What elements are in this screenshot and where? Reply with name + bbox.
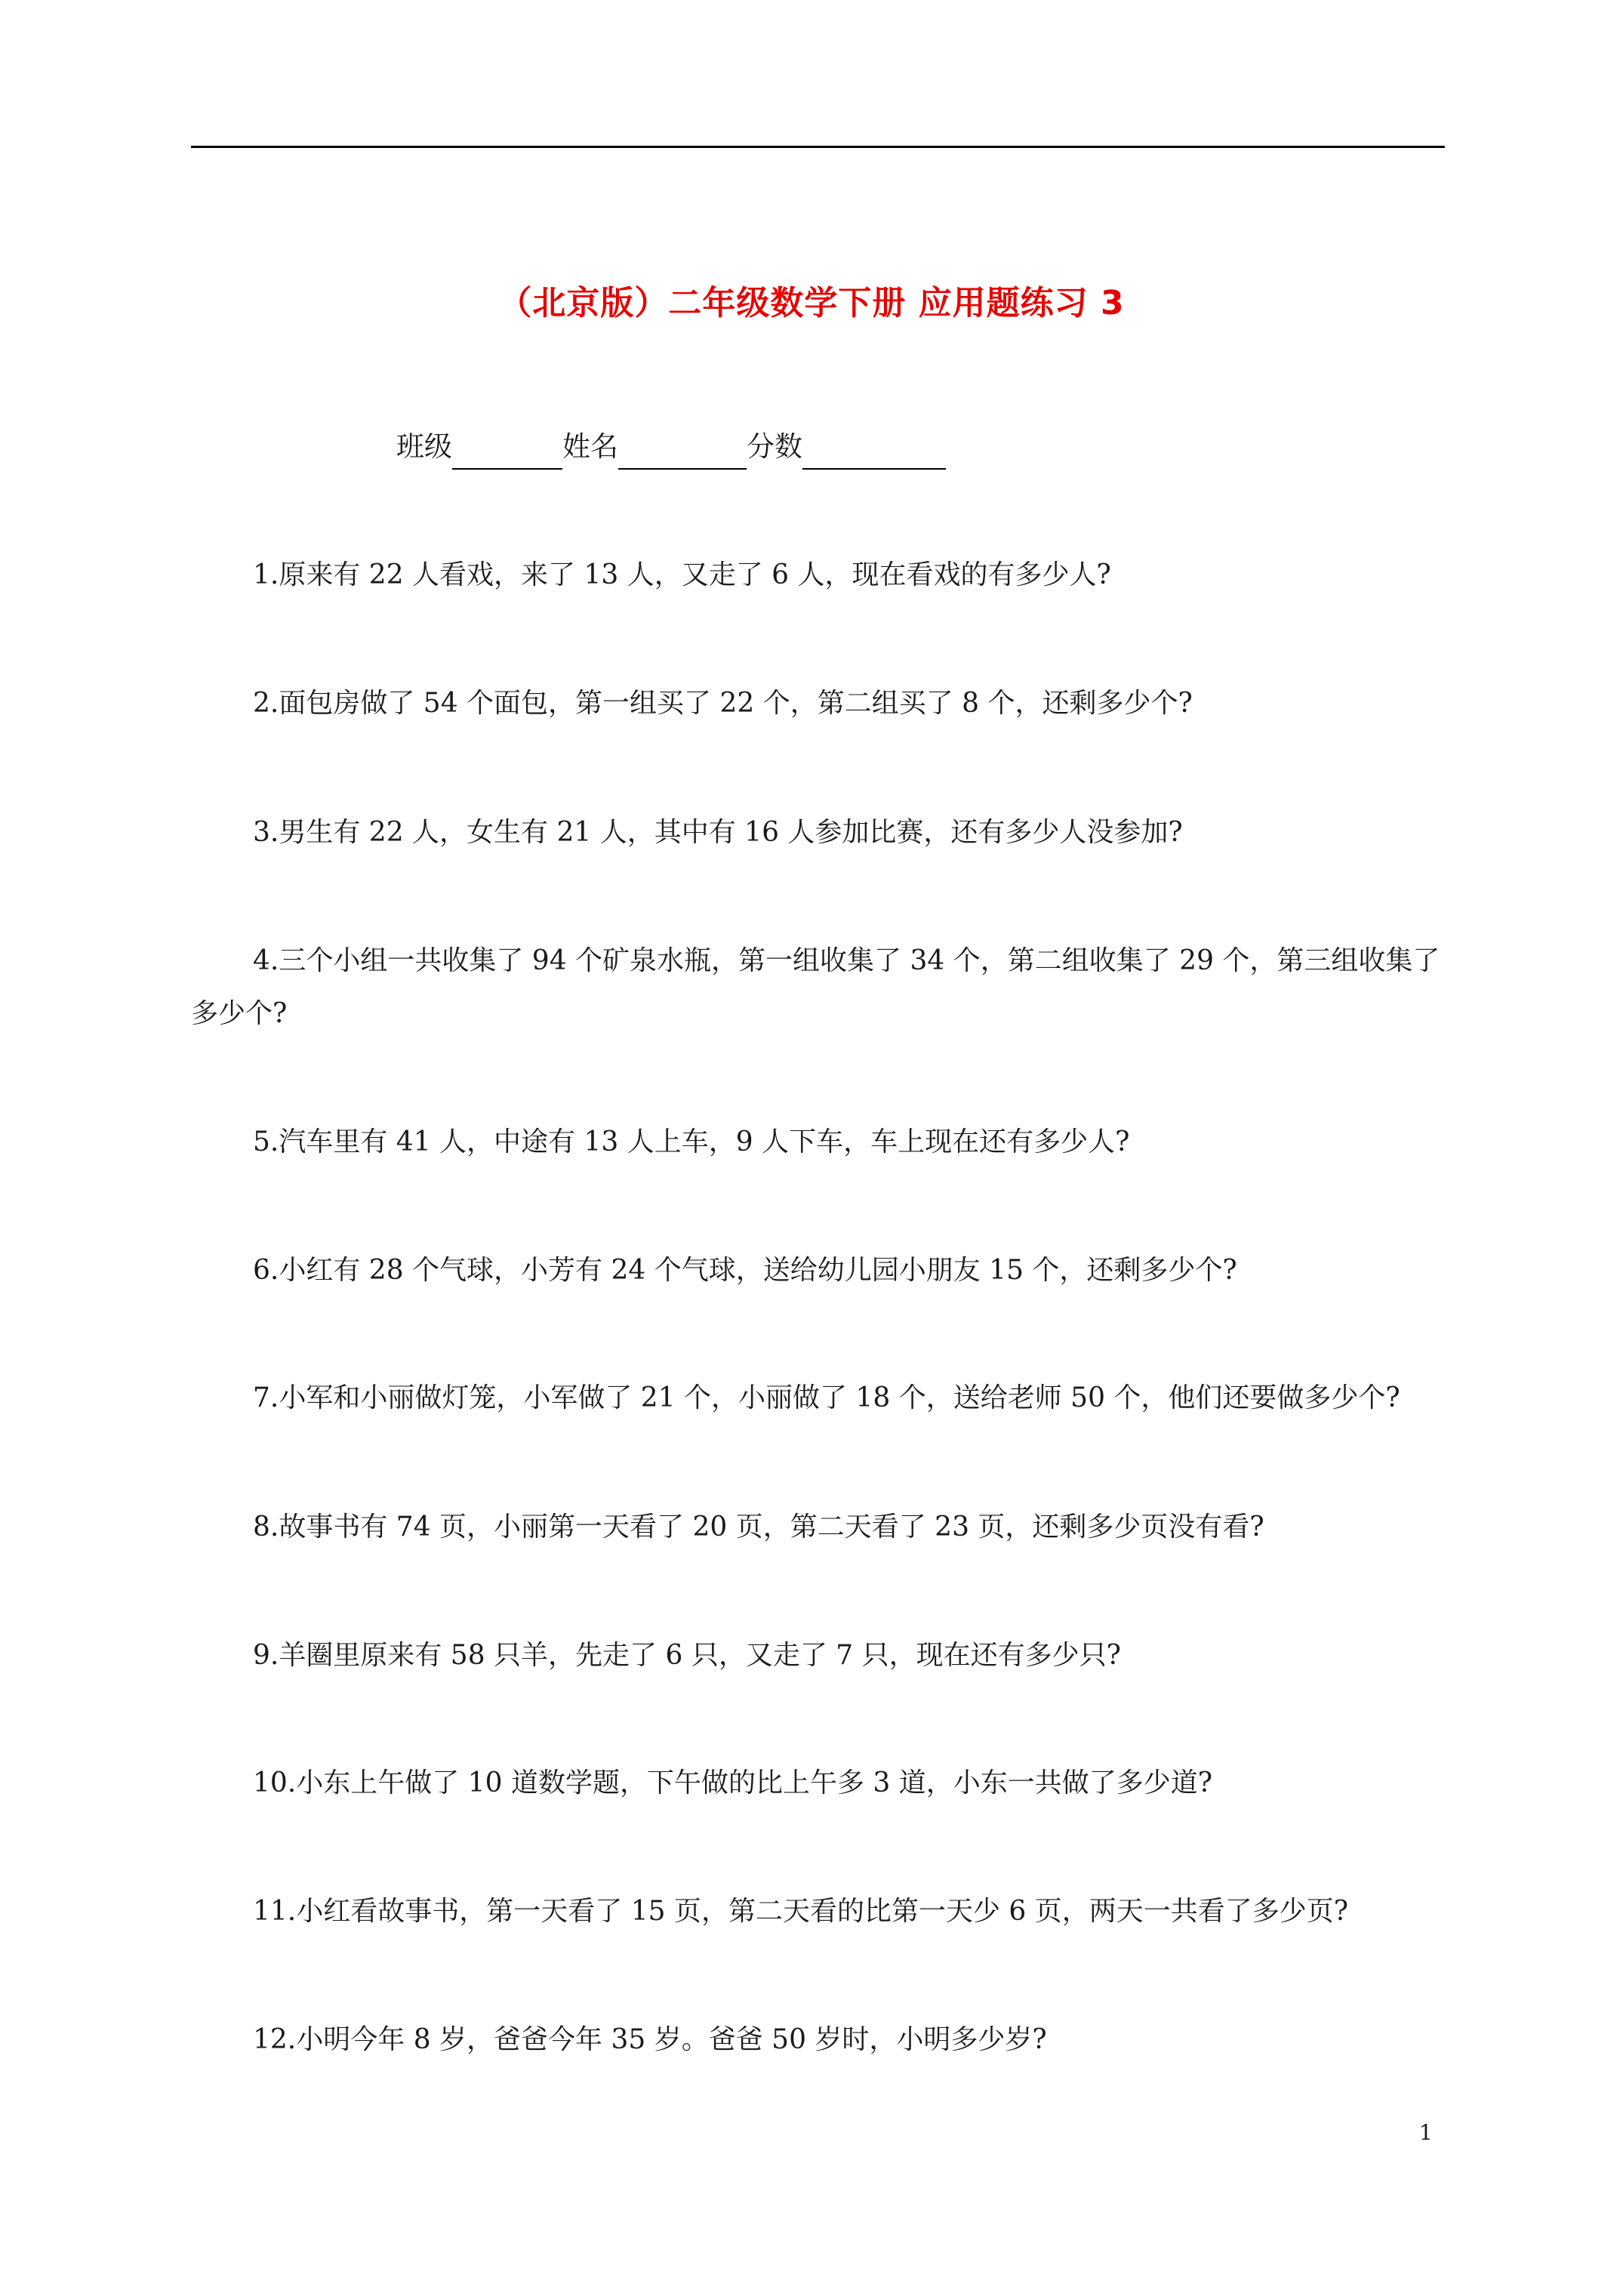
question-11: 11.小红看故事书，第一天看了 15 页，第二天看的比第一天少 6 页，两天一共看了多少页? — [253, 1896, 1349, 1927]
score-blank — [802, 435, 946, 470]
header-rule — [191, 146, 1445, 148]
question-9: 9.羊圈里原来有 58 只羊，先走了 6 只，又走了 7 只，现在还有多少只? — [253, 1640, 1121, 1671]
question-8: 8.故事书有 74 页，小丽第一天看了 20 页，第二天看了 23 页，还剩多少页没有看? — [253, 1512, 1264, 1542]
question-7: 7.小军和小丽做灯笼，小军做了 21 个，小丽做了 18 个，送给老师 50 个，他们还要做多少个? — [253, 1382, 1400, 1413]
question-6: 6.小红有 28 个气球，小芳有 24 个气球，送给幼儿园小朋友 15 个，还剩多少个? — [253, 1255, 1237, 1286]
question-12: 12.小明今年 8 岁，爸爸今年 35 岁。爸爸 50 岁时，小明多少岁? — [253, 2024, 1047, 2055]
question-10: 10.小东上午做了 10 道数学题，下午做的比上午多 3 道，小东一共做了多少道? — [253, 1767, 1213, 1798]
question-2: 2.面包房做了 54 个面包，第一组买了 22 个，第二组买了 8 个，还剩多少个? — [253, 688, 1193, 719]
class-label: 班级 — [396, 430, 452, 463]
page-title: （北京版）二年级数学下册 应用题练习 3 — [498, 284, 1125, 322]
score-label: 分数 — [747, 430, 802, 463]
question-5: 5.汽车里有 41 人，中途有 13 人上车，9 人下车，车上现在还有多少人? — [253, 1126, 1130, 1157]
name-blank — [618, 435, 747, 470]
class-blank — [452, 435, 562, 470]
question-4: 4.三个小组一共收集了 94 个矿泉水瓶，第一组收集了 34 个，第二组收集了 29 个，第三组收集了多少个? — [191, 945, 1440, 1029]
page-number: 1 — [1419, 2120, 1433, 2145]
name-label: 姓名 — [562, 430, 618, 463]
question-3: 3.男生有 22 人，女生有 21 人，其中有 16 人参加比赛，还有多少人没参加? — [253, 817, 1183, 848]
student-info-line — [396, 424, 946, 470]
question-1: 1.原来有 22 人看戏，来了 13 人，又走了 6 人，现在看戏的有多少人? — [253, 559, 1111, 590]
